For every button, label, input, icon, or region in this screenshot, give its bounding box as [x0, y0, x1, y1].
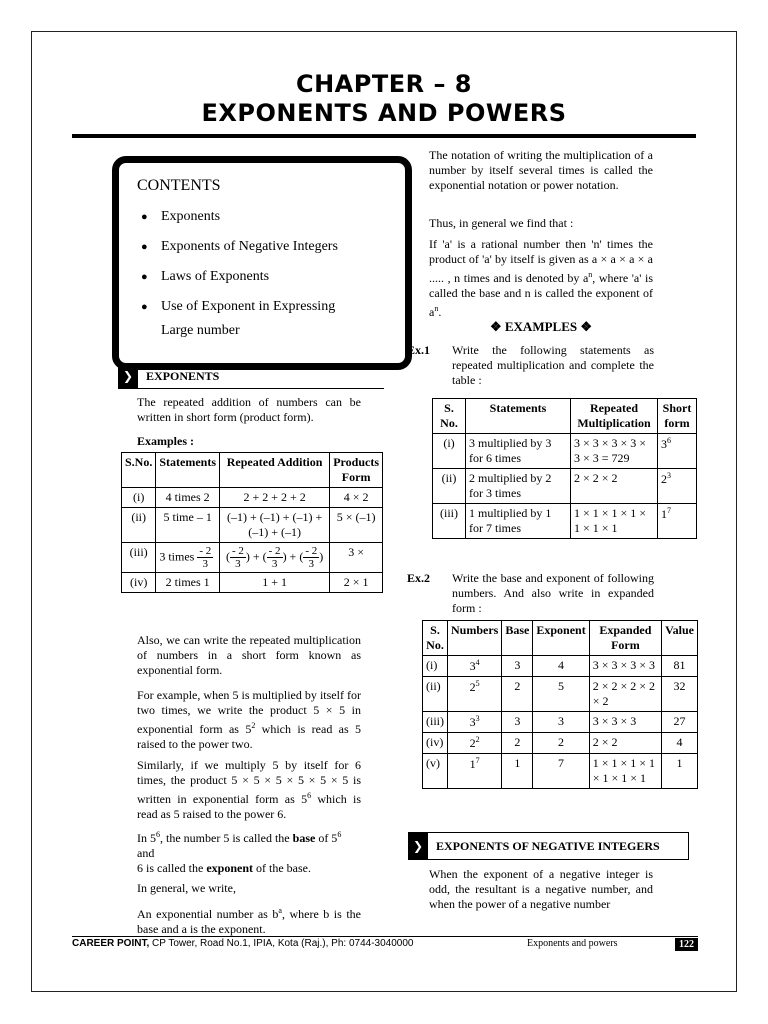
paragraph-example-5: For example, when 5 is multiplied by itself for two times, we write the product 5 × 5 in exponential form as $5^2$ which is read as 5 raised to the power two. [137, 688, 361, 751]
footer-chapter: Exponents and powers [527, 938, 618, 949]
table-row: (i) 4 times 2 2 + 2 + 2 + 2 4 × 2 [122, 488, 383, 508]
table-header: S.No. [122, 453, 156, 488]
paragraph-negative-exponent: When the exponent of a negative integer is odd, the resultant is a negative number, and when the power of a negative number [429, 867, 653, 911]
table-row: (i) $3^4$ 3 4 3 × 3 × 3 × 3 81 [423, 656, 698, 677]
contents-item: ● Use of Exponent in Expressing Large number [141, 295, 361, 343]
paragraph-base-exponent: In $5^6$, the number 5 is called the base of $5^6$ and 6 is called the exponent of the base. [137, 830, 342, 875]
examples-heading: ❖ EXAMPLES ❖ [489, 319, 593, 334]
chevron-right-icon: ❯ [408, 833, 428, 859]
table-header: Statements [156, 453, 220, 488]
table-row: (iv) 2 times 1 1 + 1 2 × 1 [122, 573, 383, 593]
contents-box [112, 156, 412, 370]
base-exponent-table: S. No. Numbers Base Exponent Expanded Form Value (i) $3^4$ 3 4 3 × 3 × 3 × 3 81 (ii) $2^5$ 2 5 2 × 2 × 2 × 2 × 2 32 (iii) $3^3$ 3 3 3 × 3 × 3 27 (iv) $2^2$ 2 2 2 × 2 4 (v) $1^7$ 1 7 1 × 1 × 1 × 1 × 1 × 1 × 1 1 [422, 620, 698, 789]
title-rule [72, 134, 696, 138]
table-row: (v) $1^7$ 1 7 1 × 1 × 1 × 1 × 1 × 1 × 1 1 [423, 754, 698, 789]
paragraph-exponential-form: Also, we can write the repeated multiplication of numbers in a short form known as exponential form. [137, 633, 361, 677]
table-header: Repeated Addition [220, 453, 330, 488]
table-row: (iv) $2^2$ 2 2 2 × 2 4 [423, 733, 698, 754]
footer-address: CP Tower, Road No.1, IPIA, Kota (Raj.), Ph: 0744-3040000 [149, 938, 414, 949]
footer-brand: CAREER POINT, [72, 938, 150, 949]
section-heading-negative-integers: ❯ EXPONENTS OF NEGATIVE INTEGERS [408, 832, 689, 860]
table-row: (iii) 1 multiplied by 1 for 7 times 1 × 1 × 1 × 1 × 1 × 1 × 1 $1^7$ [433, 504, 697, 539]
section-heading-exponents: ❯ EXPONENTS [118, 364, 384, 389]
paragraph-similarly: Similarly, if we multiply 5 by itself for 6 times, the product 5 × 5 × 5 × 5 × 5 × 5 is written in exponential form as $5^6$ which is read as 5 raised to the power 6. [137, 758, 361, 821]
repeated-multiplication-table: S. No. Statements Repeated Multiplication Short form (i) 3 multiplied by 3 for 6 times 3 × 3 × 3 × 3 × 3 × 3 = 729 $3^6$ (ii) 2 multiplied by 2 for 3 times 2 × 2 × 2 $2^3$ (iii) 1 multiplied by 1 for 7 times 1 × 1 × 1 × 1 × 1 × 1 × 1 $1^7$ [432, 398, 697, 539]
page-number: 122 [675, 938, 698, 951]
table-row: (ii) 2 multiplied by 2 for 3 times 2 × 2 × 2 $2^3$ [433, 469, 697, 504]
table-row: (iii) $3^3$ 3 3 3 × 3 × 3 27 [423, 712, 698, 733]
table-row: (iii) 3 times $\frac{- 2}{3}$ ( $\frac{- 2}{3}$ ) + ( $\frac{- 2}{3}$ ) + ( $\frac{- 2}{3}$ ) 3 × [122, 543, 383, 573]
table-row: (ii) $2^5$ 2 5 2 × 2 × 2 × 2 × 2 32 [423, 677, 698, 712]
repeated-addition-table [121, 452, 383, 593]
paragraph-general: In general, we write, [137, 881, 236, 895]
examples-label: Examples : [137, 434, 194, 448]
table-header: Products Form [330, 453, 383, 488]
page-footer [72, 936, 698, 950]
table-row: (ii) 5 time – 1 (–1) + (–1) + (–1) + (–1) + (–1) 5 × (–1) [122, 508, 383, 543]
paragraph-notation: The notation of writing the multiplication of a number by itself several times is called the exponential notation or power notation. [429, 148, 653, 192]
intro-paragraph: The repeated addition of numbers can be written in short form (product form). [137, 395, 361, 424]
chapter-number: CHAPTER – 8 [295, 70, 473, 98]
paragraph-exponential-number: An exponential number as $b^a$, where b is the base and a is the exponent. [137, 906, 361, 936]
contents-list [141, 205, 361, 349]
paragraph-thus: Thus, in general we find that : [429, 216, 574, 230]
contents-heading: CONTENTS [137, 177, 221, 194]
paragraph-rational: If 'a' is a rational number then 'n' times the product of 'a' by itself is given as a × a × a × a ..... , n times and is denoted by $a^n$, where 'a' is called the base and n is called the exponent of $a^n$. [429, 237, 654, 319]
contents-item: ● Exponents [141, 205, 361, 229]
chapter-title: EXPONENTS AND POWERS [201, 99, 567, 127]
chevron-right-icon: ❯ [118, 364, 138, 388]
contents-item: ● Laws of Exponents [141, 265, 361, 289]
table-row: (i) 3 multiplied by 3 for 6 times 3 × 3 × 3 × 3 × 3 × 3 = 729 $3^6$ [433, 434, 697, 469]
contents-item: ● Exponents of Negative Integers [141, 235, 361, 259]
